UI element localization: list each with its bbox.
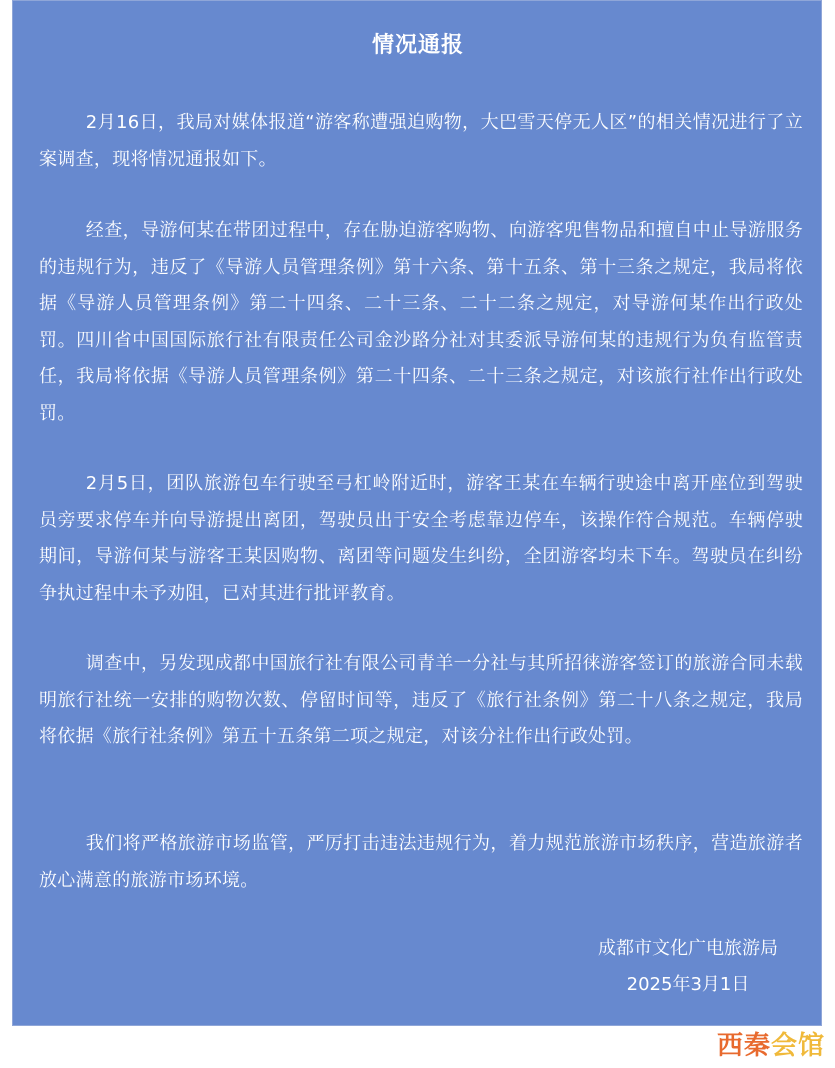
watermark-text-part1: 西秦 — [716, 1031, 771, 1061]
notice-panel — [12, 0, 822, 1026]
paragraph-bus-incident: 2月5日，团队旅游包车行驶至弓杠岭附近时，游客王某在车辆行驶途中离开座位到驾驶员旁要求停车并向导游提出离团，驾驶员出于安全考虑靠边停车，该操作符合规范。车辆停驶期间，导游何某与游客王某因购物、离团等问题发生纠纷，全团游客均未下车。驾驶员在纠纷争执过程中未予劝阻，已对其进行批评教育。 — [39, 473, 803, 604]
watermark-logo — [717, 1028, 825, 1064]
signature-date: 2025年3月1日 — [626, 974, 750, 995]
paragraph-branch-violation: 调查中，另发现成都中国旅行社有限公司青羊一分社与其所招徕游客签订的旅游合同未载明旅行社统一安排的购物次数、停留时间等，违反了《旅行社条例》第二十八条之规定，我局将依据《旅行社条例》第五十五条第二项之规定，对该分社作出行政处罚。 — [39, 653, 803, 747]
signature-organization: 成都市文化广电旅游局 — [598, 938, 778, 959]
notice-title: 情况通报 — [371, 33, 464, 58]
watermark-text-part2: 会馆 — [770, 1031, 825, 1061]
paragraph-guide-violation: 经查，导游何某在带团过程中，存在胁迫游客购物、向游客兜售物品和擅自中止导游服务的违规行为，违反了《导游人员管理条例》第十六条、第十五条、第十三条之规定，我局将依据《导游人员管理条例》第二十四条、二十三条、二十二条之规定，对导游何某作出行政处罚。四川省中国国际旅行社有限责任公司金沙路分社对其委派导游何某的违规行为负有监管责任，我局将依据《导游人员管理条例》第二十四条、二十三条之规定，对该旅行社作出行政处罚。 — [39, 220, 803, 424]
paragraph-intro: 2月16日，我局对媒体报道“游客称遭强迫购物，大巴雪天停无人区”的相关情况进行了立案调查，现将情况通报如下。 — [39, 112, 803, 170]
paragraph-commitment: 我们将严格旅游市场监管，严厉打击违法违规行为，着力规范旅游市场秩序，营造旅游者放心满意的旅游市场环境。 — [39, 833, 803, 891]
